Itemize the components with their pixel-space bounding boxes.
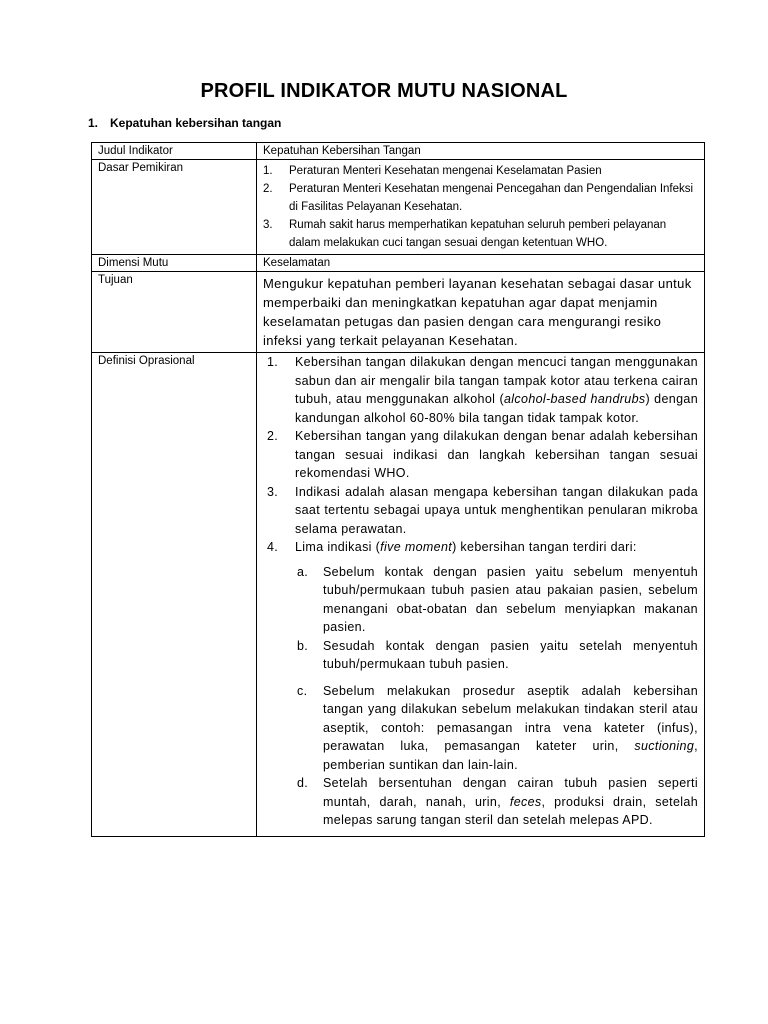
- row-label-judul: Judul Indikator: [92, 143, 257, 160]
- list-number: 2.: [263, 183, 273, 195]
- five-moment-list: [257, 563, 698, 830]
- dasar-list: [261, 162, 698, 252]
- sub-list-item: [257, 563, 698, 637]
- list-text: Kebersihan tangan yang dilakukan dengan benar adalah kebersihan tangan sesuai indikasi dan langkah kebersihan tangan sesuai rekomendasi WHO.: [295, 429, 698, 480]
- sub-list-item: [257, 682, 698, 775]
- list-text: Kebersihan tangan dilakukan dengan mencuci tangan menggunakan sabun dan air mengalir bila tangan tampak kotor atau terkena cairan tubuh, atau menggunakan alkohol (: [295, 355, 698, 406]
- table-row: [92, 143, 705, 160]
- sub-list-letter: a.: [297, 564, 309, 579]
- sub-list-letter: d.: [297, 776, 309, 790]
- list-text: ) dengan kandungan alkohol 60-80% bila tangan tidak tampak kotor.: [295, 392, 698, 425]
- list-text: Peraturan Menteri Kesehatan mengenai Pencegahan dan Pengendalian Infeksi di Fasilitas Pelayanan Kesehatan.: [289, 183, 694, 213]
- list-item: [261, 216, 698, 252]
- row-label-definisi: Definisi Oprasional: [92, 353, 257, 837]
- sub-list-letter: b.: [297, 638, 309, 653]
- list-text: Rumah sakit harus memperhatikan kepatuhan seluruh pemberi pelayanan dalam melakukan cuci tangan sesuai dengan ketentuan WHO.: [289, 219, 667, 249]
- list-number: 3.: [267, 484, 279, 499]
- row-value-dasar: [257, 160, 705, 255]
- row-value-judul: Kepatuhan Kebersihan Tangan: [257, 143, 705, 160]
- list-text: Peraturan Menteri Kesehatan mengenai Keselamatan Pasien: [289, 165, 602, 177]
- row-value-dimensi: Keselamatan: [257, 255, 705, 272]
- list-number: 1.: [267, 355, 279, 369]
- list-item: [257, 483, 698, 539]
- list-text-italic: five moment: [380, 540, 453, 554]
- section-number: 1.: [88, 116, 99, 130]
- list-number: 1.: [263, 165, 273, 177]
- sub-list-item: [257, 637, 698, 674]
- list-item: [257, 353, 698, 427]
- list-item: [257, 427, 698, 483]
- section-heading: [88, 116, 281, 130]
- table-row: [92, 255, 705, 272]
- section-label: Kepatuhan kebersihan tangan: [110, 116, 282, 130]
- list-text: Indikasi adalah alasan mengapa kebersihan tangan dilakukan pada saat tertentu sebagai upaya untuk menghentikan penularan mikroba selama perawatan.: [295, 484, 698, 536]
- indicator-profile-table: [91, 142, 705, 837]
- sub-list-letter: c.: [297, 683, 308, 698]
- list-item: [261, 162, 698, 180]
- list-text-italic: alcohol-based handrubs: [503, 392, 646, 406]
- row-value-definisi: [257, 353, 705, 837]
- list-number: 2.: [267, 429, 279, 443]
- table-row: [92, 160, 705, 255]
- sub-list-text: , pemberian suntikan dan lain-lain.: [323, 739, 698, 772]
- list-number: 4.: [267, 540, 279, 554]
- list-item: [261, 180, 698, 216]
- sub-list-text: Sesudah kontak dengan pasien yaitu setelah menyentuh tubuh/permukaan tubuh pasien.: [323, 638, 698, 671]
- list-text: Lima indikasi (: [295, 540, 381, 554]
- sub-list-text-italic: suctioning: [634, 739, 695, 753]
- row-value-tujuan: Mengukur kepatuhan pemberi layanan kesehatan sebagai dasar untuk memperbaiki dan meningkatkan kepatuhan agar dapat menjamin keselamatan petugas dan pasien dengan cara mengurangi resiko infeksi yang terkait pelayanan Kesehatan.: [257, 272, 705, 353]
- sub-list-text: Sebelum melakukan prosedur aseptik adalah kebersihan tangan yang dilakukan sebelum melakukan tindakan steril atau aseptik, contoh: pemasangan intra vena kateter (infus), perawatan luka, pemasangan kateter urin,: [323, 683, 698, 753]
- row-label-dimensi: Dimensi Mutu: [92, 255, 257, 272]
- sub-list-text: Setelah bersentuhan dengan cairan tubuh pasien seperti muntah, darah, nanah, urin,: [323, 776, 698, 809]
- sub-list-text: , produksi drain, setelah melepas sarung tangan steril dan setelah melepas APD.: [323, 794, 698, 827]
- table-row: [92, 353, 705, 837]
- sub-list-text: Sebelum kontak dengan pasien yaitu sebelum menyentuh tubuh/permukaan tubuh pasien atau pakaian pasien, sebelum menangani obat-obatan dan sebelum menyiapkan makanan pasien.: [323, 564, 698, 634]
- list-number: 3.: [263, 219, 273, 231]
- definisi-list: [257, 353, 698, 557]
- sub-list-text-italic: feces: [509, 794, 542, 809]
- row-label-dasar: Dasar Pemikiran: [92, 160, 257, 255]
- list-text: ) kebersihan tangan terdiri dari:: [452, 540, 637, 554]
- list-item: [257, 538, 698, 557]
- table-row: [92, 272, 705, 353]
- sub-list-item: [257, 774, 698, 830]
- row-label-tujuan: Tujuan: [92, 272, 257, 353]
- page-title: PROFIL INDIKATOR MUTU NASIONAL: [200, 80, 568, 102]
